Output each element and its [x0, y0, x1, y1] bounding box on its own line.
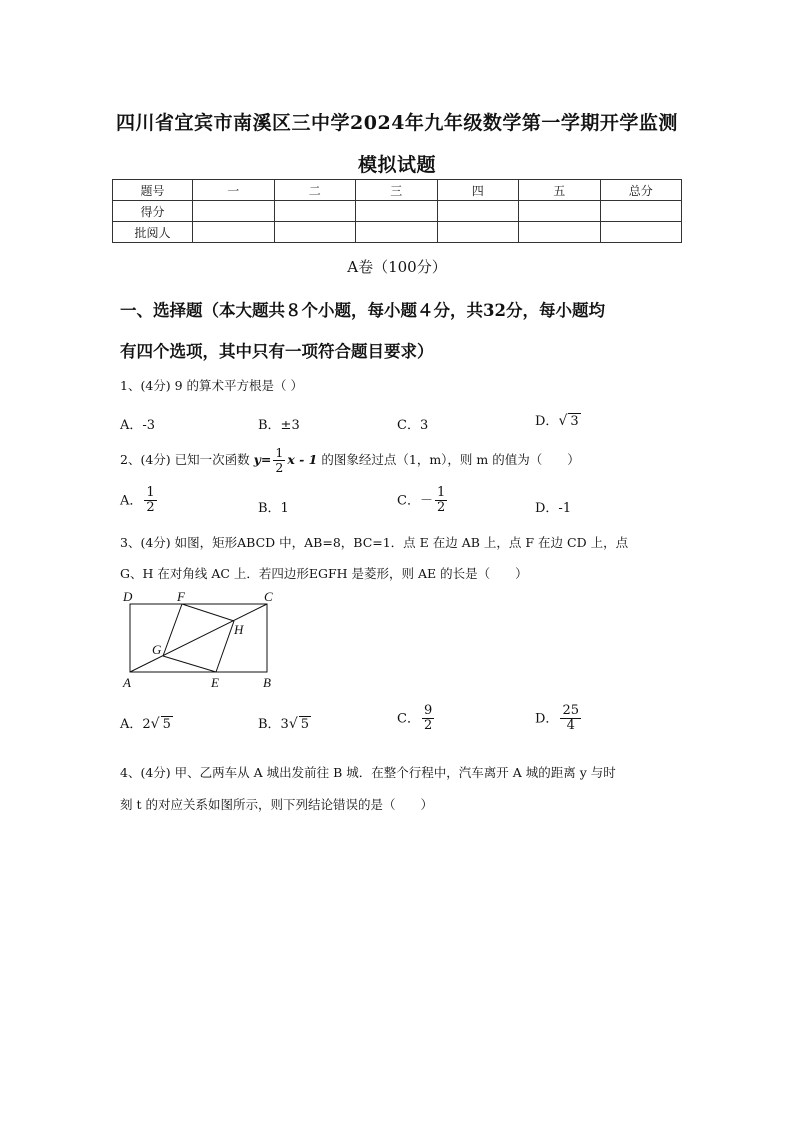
label-c: C: [264, 589, 273, 604]
label-e: E: [211, 675, 219, 690]
option-label: A．: [120, 493, 143, 509]
segment-fg: [163, 604, 182, 656]
score-cell[interactable]: [519, 201, 601, 222]
question-3-line1: 3、(4分) 如图，矩形ABCD 中，AB=8，BC=1．点 E 在边 AB 上，点 F 在边 CD 上，点: [120, 535, 629, 550]
q1-option-b[interactable]: B．±3: [258, 418, 300, 433]
option-label: D．: [535, 414, 559, 429]
table-header-cell: 一: [193, 180, 275, 201]
q2-option-a[interactable]: [120, 486, 159, 516]
label-a: A: [123, 675, 131, 690]
numerator: 25: [562, 703, 579, 718]
numerator: 9: [423, 703, 433, 718]
score-cell[interactable]: [356, 201, 438, 222]
q1-option-a[interactable]: A．-3: [120, 418, 156, 433]
label-g: G: [152, 642, 162, 657]
fraction: [435, 486, 447, 516]
numerator: 1: [436, 485, 446, 500]
q3-option-a[interactable]: A．2√ 5: [120, 716, 171, 732]
q2-option-c[interactable]: [397, 486, 449, 516]
score-cell[interactable]: [600, 201, 682, 222]
denominator: 4: [566, 718, 575, 734]
denominator: 2: [146, 500, 155, 516]
q2-suffix: 的图象经过点（1，m），则 m 的值为（ ）: [321, 451, 580, 467]
row-label-score: 得分: [113, 201, 193, 222]
score-cell[interactable]: [437, 201, 519, 222]
option-label: D．: [535, 711, 559, 727]
table-header-cell: 五: [519, 180, 601, 201]
page-title-line2: 模拟试题: [357, 154, 436, 176]
table-header-cell: 三: [356, 180, 438, 201]
fraction: [560, 704, 581, 734]
row-label-reviewer: 批阅人: [113, 222, 193, 243]
reviewer-cell[interactable]: [274, 222, 356, 243]
reviewer-cell[interactable]: [193, 222, 275, 243]
label-b: B: [263, 675, 271, 690]
option-label: B．3: [258, 717, 289, 732]
denominator: 2: [423, 718, 433, 734]
q2-prefix: 2、(4分) 已知一次函数: [120, 451, 250, 467]
section-heading-line2: 有四个选项，其中只有一项符合题目要求）: [120, 342, 434, 361]
table-header-cell: 总分: [600, 180, 682, 201]
q1-option-d[interactable]: D．√ 3: [535, 413, 579, 429]
section-heading-line1: 一、选择题（本大题共８个小题，每小题４分，共32分，每小题均: [120, 301, 605, 320]
q2-fn-rest: x - 1: [287, 451, 318, 467]
table-header-cell: 四: [437, 180, 519, 201]
question-2-stem: [120, 446, 580, 475]
q2-option-d[interactable]: D．-1: [535, 501, 572, 516]
radicand: 3: [570, 414, 579, 429]
table-header-cell: 二: [274, 180, 356, 201]
segment-fh: [182, 604, 234, 621]
option-label: A．2: [120, 717, 151, 732]
reviewer-cell[interactable]: [600, 222, 682, 243]
radicand: 5: [162, 717, 171, 732]
reviewer-cell[interactable]: [356, 222, 438, 243]
table-row: [113, 222, 682, 243]
volume-title: A卷（100分）: [347, 258, 447, 276]
q3-option-b[interactable]: B．3√ 5: [258, 716, 310, 732]
rectangle-figure: [118, 586, 288, 692]
score-cell[interactable]: [274, 201, 356, 222]
reviewer-cell[interactable]: [437, 222, 519, 243]
option-label: C．－: [397, 493, 433, 509]
numerator: 1: [275, 445, 284, 460]
denominator: 2: [436, 500, 446, 516]
fraction: [422, 704, 434, 734]
q2-option-b[interactable]: B．1: [258, 501, 289, 516]
q2-fn-y: y=: [253, 451, 272, 467]
score-table-header-row: [113, 180, 682, 201]
fraction: [144, 486, 156, 516]
diagonal-ac: [130, 604, 267, 672]
score-table: [112, 179, 682, 243]
question-4-line2: 刻 t 的对应关系如图所示，则下列结论错误的是（ ）: [120, 797, 433, 812]
q2-fraction: [273, 446, 285, 475]
label-h: H: [234, 622, 244, 637]
label-f: F: [177, 589, 185, 604]
q3-option-c[interactable]: [397, 704, 436, 734]
question-1-stem: 1、(4分) 9 的算术平方根是（ ）: [120, 378, 304, 393]
numerator: 1: [146, 485, 155, 500]
q1-option-c[interactable]: C．3: [397, 418, 429, 433]
radicand: 5: [300, 717, 310, 732]
option-label: C．: [397, 711, 420, 727]
table-row: [113, 201, 682, 222]
segment-he: [216, 621, 234, 672]
denominator: 2: [275, 459, 284, 475]
question-3-line2: G、H 在对角线 AC 上．若四边形EGFH 是菱形，则 AE 的长是（ ）: [120, 566, 528, 581]
score-cell[interactable]: [193, 201, 275, 222]
table-header-cell: 题号: [113, 180, 193, 201]
label-d: D: [123, 589, 133, 604]
page-title: 四川省宜宾市南溪区三中学2024年九年级数学第一学期开学监测: [116, 112, 678, 134]
segment-ge: [163, 656, 216, 672]
question-4-line1: 4、(4分) 甲、乙两车从 A 城出发前往 B 城．在整个行程中，汽车离开 A 城的距离 y 与时: [120, 765, 616, 780]
q3-option-d[interactable]: [535, 704, 583, 734]
reviewer-cell[interactable]: [519, 222, 601, 243]
